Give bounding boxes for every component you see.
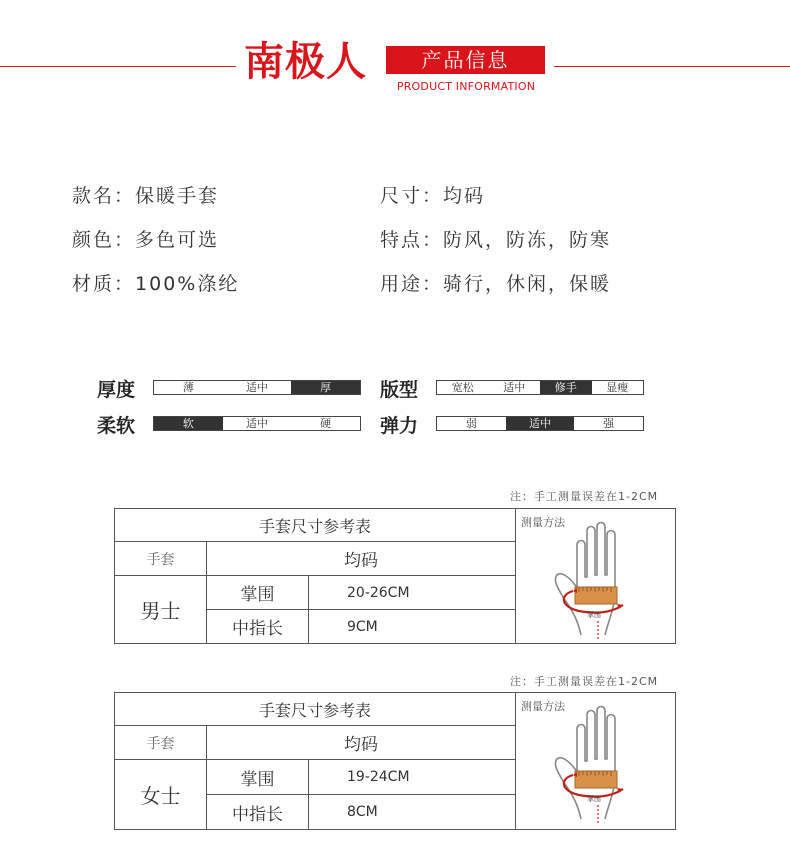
row-value-finger: 8CM (347, 804, 378, 820)
scale-option: 适中 (246, 381, 268, 394)
table-title: 手套尺寸参考表 (115, 509, 515, 542)
info-name: 款名：保暖手套 (72, 185, 220, 207)
row-name-finger: 中指长 (207, 610, 309, 643)
svg-text:掌围: 掌围 (587, 611, 601, 619)
row-value-palm: 20-26CM (309, 576, 515, 610)
attr-fit-scale (436, 380, 644, 395)
header-subtitle: PRODUCT INFORMATION (396, 80, 536, 93)
attr-softness-scale (153, 416, 361, 431)
attr-elasticity-label: 弹力 (380, 415, 419, 437)
table-title: 手套尺寸参考表 (115, 693, 515, 726)
header-title: 产品信息 (386, 46, 545, 74)
attr-softness-label: 柔软 (97, 415, 136, 437)
scale-option: 薄 (182, 381, 194, 394)
row-name-palm: 掌围 (207, 760, 309, 795)
size-table-women (114, 692, 676, 830)
scale-option: 弱 (465, 417, 477, 430)
col-label: 手套 (115, 726, 207, 760)
gender-label: 女士 (115, 760, 207, 829)
scale-option: 软 (154, 417, 223, 430)
scale-option: 适中 (503, 381, 526, 394)
info-size: 尺寸：均码 (380, 185, 486, 207)
gender-label: 男士 (115, 576, 207, 643)
row-value-finger: 9CM (347, 618, 378, 635)
scale-option: 修手 (540, 381, 592, 394)
size-value: 均码 (207, 726, 515, 760)
size-table-men (114, 508, 676, 644)
hand-measure-icon (551, 517, 651, 643)
scale-option: 适中 (506, 417, 575, 430)
attr-thickness-scale (153, 380, 361, 395)
header-line-right (554, 66, 790, 67)
method-label: 测量方法 (521, 516, 565, 529)
scale-option: 强 (603, 417, 615, 430)
brand-logo: 南极人 (244, 39, 367, 85)
info-features: 特点：防风，防冻，防寒 (380, 229, 612, 251)
scale-option: 厚 (291, 381, 360, 394)
attr-elasticity-scale (436, 416, 644, 431)
attr-fit-label: 版型 (380, 379, 419, 401)
svg-text:掌围: 掌围 (587, 795, 601, 803)
note-women: 注：手工测量误差在1-2CM (510, 675, 659, 688)
hand-measure-icon (551, 701, 651, 827)
attr-thickness-label: 厚度 (97, 379, 136, 401)
row-name-palm: 掌围 (207, 576, 309, 610)
scale-option: 硬 (320, 417, 332, 430)
method-label: 测量方法 (521, 700, 565, 713)
scale-option: 显瘦 (606, 381, 629, 394)
header-line-left (0, 66, 236, 67)
note-men: 注：手工测量误差在1-2CM (510, 490, 659, 503)
col-label: 手套 (115, 542, 207, 576)
row-name-finger: 中指长 (207, 795, 309, 829)
info-usage: 用途：骑行，休闲，保暖 (380, 273, 612, 295)
info-material: 材质：100%涤纶 (72, 273, 240, 295)
row-value-palm: 19-24CM (309, 760, 515, 795)
info-color: 颜色：多色可选 (72, 229, 220, 251)
scale-option: 适中 (246, 417, 268, 430)
size-value: 均码 (207, 542, 515, 576)
scale-option: 宽松 (451, 381, 474, 394)
